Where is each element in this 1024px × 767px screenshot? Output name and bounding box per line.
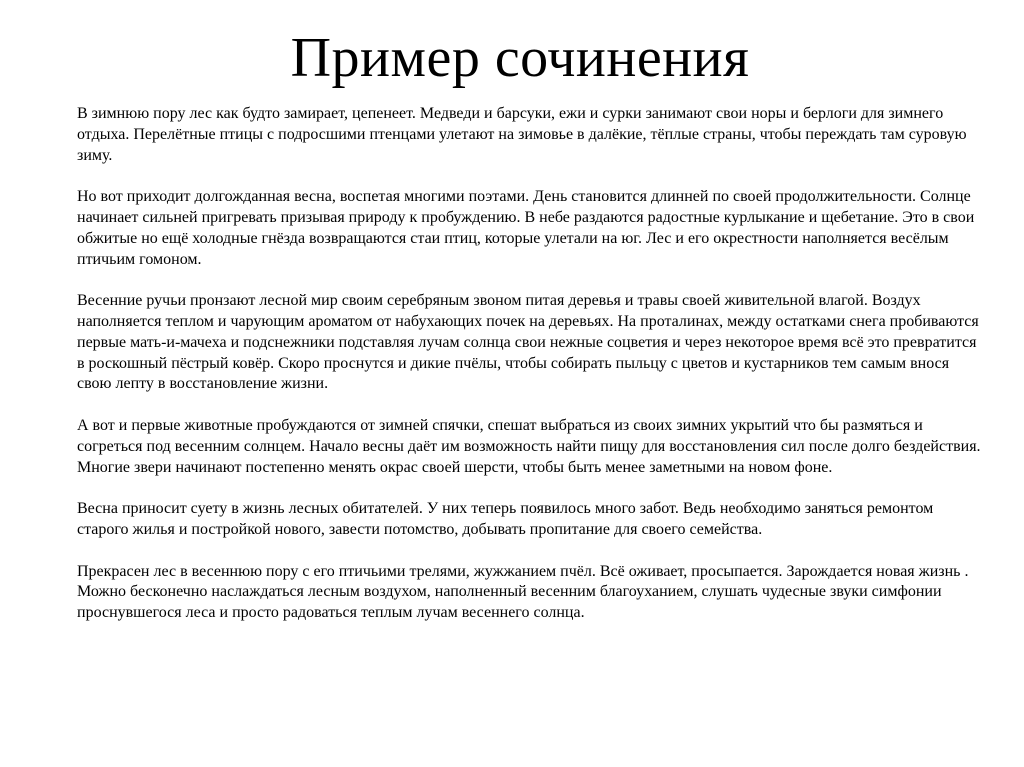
essay-paragraph-6: Прекрасен лес в весеннюю пору с его птичьими трелями, жужжанием пчёл. Всё оживает, просыпается. Зарождается новая жизнь . Можно бесконечно наслаждаться лесным воздухом, наполненный весенним благоуханием, слушать чудесные звуки симфонии проснувшегося леса и просто радоваться теплым лучам весеннего солнца.: [77, 562, 969, 622]
essay-paragraph-1: В зимнюю пору лес как будто замирает, цепенеет. Медведи и барсуки, ежи и сурки занимают свои норы и берлоги для зимнего отдыха. Перелётные птицы с подросшими птенцами улетают на зимовье в далёкие, тёплые страны, чтобы переждать там суровую зиму.: [77, 105, 967, 164]
essay-paragraph-2: Но вот приходит долгожданная весна, воспетая многими поэтами. День становится длинней по своей продолжительности. Солнце начинает сильней пригревать призывая природу к пробуждению. В небе раздаются радостные курлыкание и щебетание. Это в свои обжитые но ещё холодные гнёзда возвращаются стаи птиц, которые улетали на юг. Лес и его окрестности наполняется весёлым птичьим гомоном.: [77, 188, 975, 268]
essay-paragraph-5: Весна приносит суету в жизнь лесных обитателей. У них теперь появилось много забот. Ведь необходимо заняться ремонтом старого жилья и постройкой нового, завести потомство, добывать пропитание для своего семейства.: [77, 500, 934, 538]
essay-paragraph-3: Весенние ручьи пронзают лесной мир своим серебряным звоном питая деревья и травы своей живительной влагой. Воздух наполняется теплом и чарующим ароматом от набухающих почек на деревьях. На проталинах, между остатками снега пробиваются первые мать-и-мачеха и подснежники подставляя лучам солнца свои нежные соцветия и через некоторое время всё это превратится в роскошный пёстрый ковёр. Скоро проснутся и дикие пчёлы, чтобы собирать пыльцу с цветов и кустарников тем самым внося свою лепту в восстановление жизни.: [77, 292, 979, 393]
essay-body: [77, 104, 982, 645]
slide-title: Пример сочинения: [290, 27, 750, 89]
essay-paragraph-4: А вот и первые животные пробуждаются от зимней спячки, спешат выбраться из своих зимних укрытий что бы размяться и согреться под весенним солнцем. Начало весны даёт им возможность найти пищу для восстановления сил после долго бездействия. Многие звери начинают постепенно менять окрас своей шерсти, чтобы быть менее заметными на новом фоне.: [77, 416, 981, 476]
